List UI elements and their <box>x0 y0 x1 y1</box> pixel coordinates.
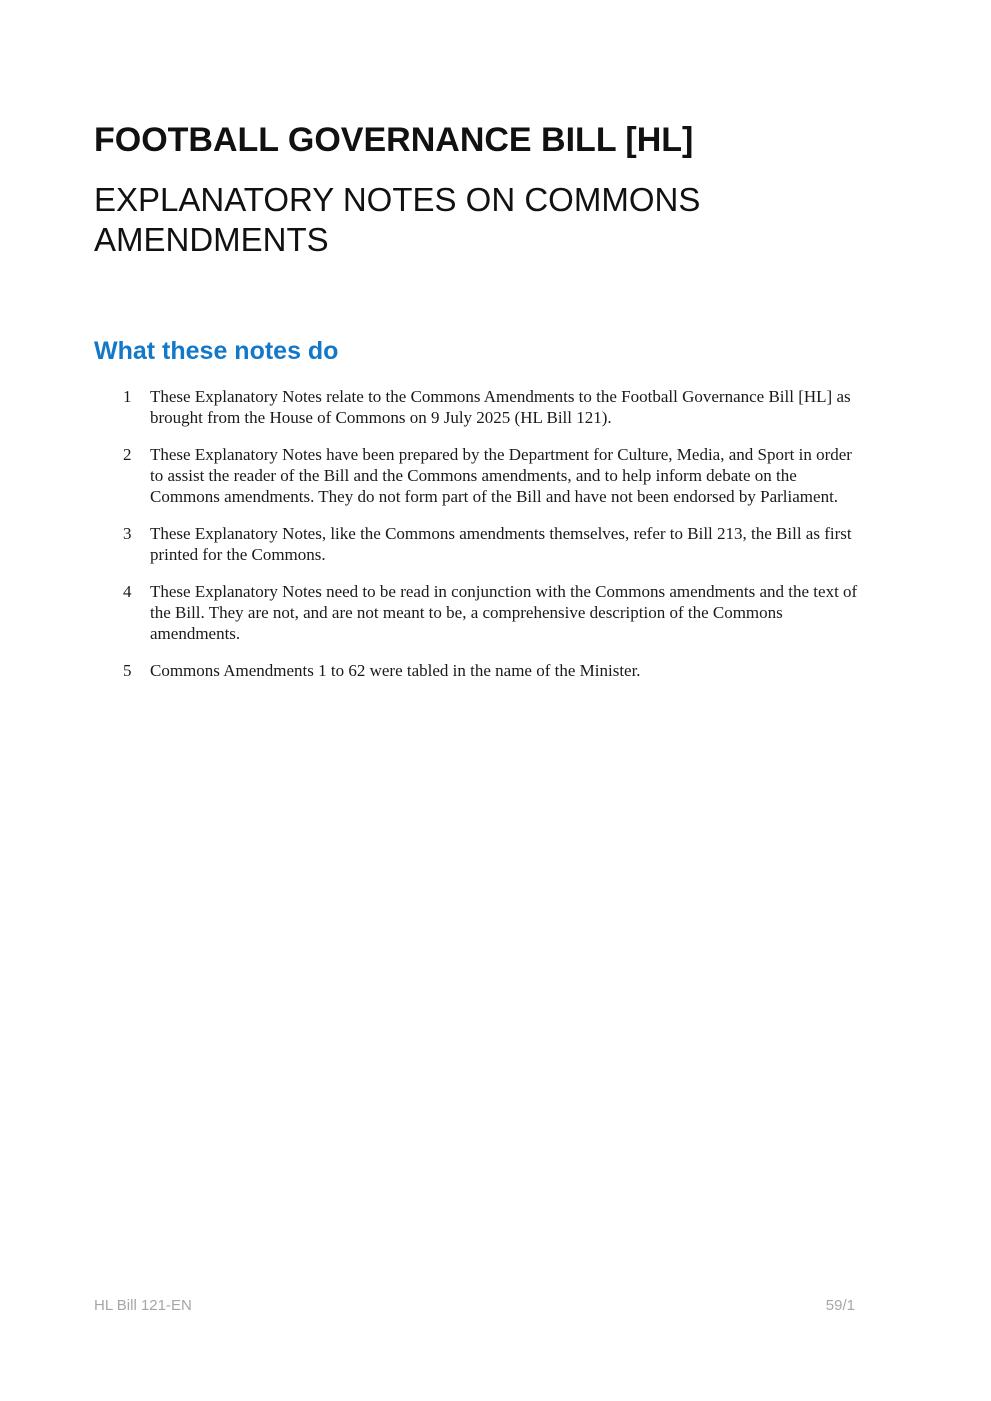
numbered-paragraph-list <box>123 386 868 697</box>
paragraph-number: 5 <box>123 661 132 680</box>
page-footer <box>94 1297 855 1314</box>
footer-session-number: 59/1 <box>825 1297 855 1314</box>
paragraph-text: These Explanatory Notes need to be read in conjunction with the Commons amendments and the text of the Bill. They are not, and are not meant to be, a comprehensive description of the Commons amendments. <box>150 582 858 643</box>
paragraph-number: 4 <box>123 582 132 601</box>
paragraph-5 <box>123 660 868 681</box>
paragraph-number: 3 <box>123 524 132 543</box>
paragraph-number: 2 <box>123 445 132 464</box>
paragraph-text: These Explanatory Notes have been prepared by the Department for Culture, Media, and Sport in order to assist the reader of the Bill and the Commons amendments, and to help inform debate on the Commons amendments. They do not form part of the Bill and have not been endorsed by Parliament. <box>150 445 852 506</box>
paragraph-1 <box>123 386 868 428</box>
document-subtitle: EXPLANATORY NOTES ON COMMONS AMENDMENTS <box>94 181 701 258</box>
section-heading: What these notes do <box>94 337 339 365</box>
paragraph-text: These Explanatory Notes relate to the Commons Amendments to the Football Governance Bill [HL] as brought from the House of Commons on 9 July 2025 (HL Bill 121). <box>150 387 851 427</box>
document-title: FOOTBALL GOVERNANCE BILL [HL] <box>94 121 694 159</box>
paragraph-2 <box>123 444 868 507</box>
footer-bill-reference: HL Bill 121-EN <box>94 1297 192 1314</box>
paragraph-4 <box>123 581 868 644</box>
paragraph-number: 1 <box>123 387 132 406</box>
paragraph-3 <box>123 523 868 565</box>
paragraph-text: These Explanatory Notes, like the Commons amendments themselves, refer to Bill 213, the Bill as first printed for the Commons. <box>150 524 852 564</box>
paragraph-text: Commons Amendments 1 to 62 were tabled in the name of the Minister. <box>150 661 641 680</box>
